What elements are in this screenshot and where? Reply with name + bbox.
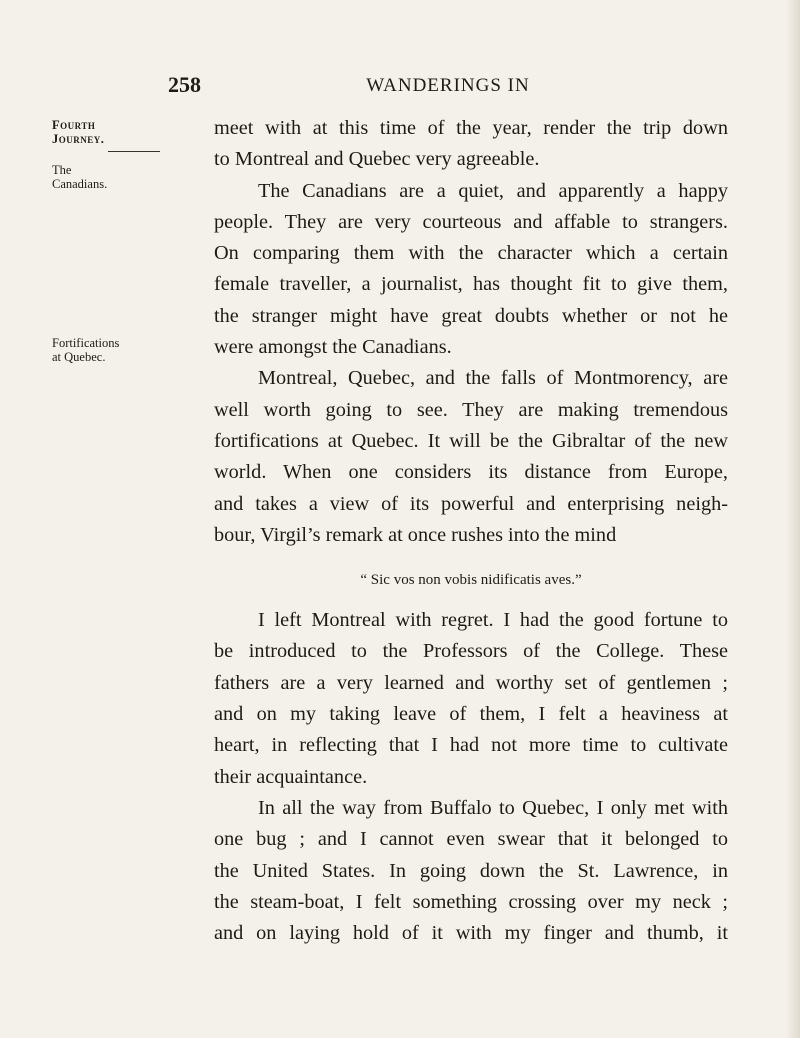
- body-text: [214, 113, 728, 949]
- text-line: I left Montreal with regret. I had the good fortune to: [258, 609, 728, 632]
- page-number: 258: [168, 72, 201, 97]
- text-line: and takes a view of its powerful and enterprising neigh-: [214, 492, 728, 515]
- text-line: be introduced to the Professors of the College. These: [214, 640, 728, 663]
- text-line: fathers are a very learned and worthy set of gentlemen ;: [214, 671, 728, 694]
- text-line: world. When one considers its distance from Europe,: [214, 461, 728, 484]
- text-line: and on my taking leave of them, I felt a heaviness at: [214, 703, 728, 726]
- margin-note-journey-text: Fourth Journey.: [52, 118, 105, 146]
- margin-note-journey: [52, 118, 116, 146]
- margin-note-fortifications: [52, 336, 118, 364]
- text-line: to Montreal and Quebec very agreeable.: [214, 148, 540, 171]
- text-line: bour, Virgil’s remark at once rushes into the mind: [214, 523, 617, 546]
- latin-quote: “ Sic vos non vobis nidificatis aves.”: [360, 572, 582, 589]
- text-line: On comparing them with the character which a certain: [214, 242, 728, 265]
- text-line: people. They are very courteous and affable to strangers.: [214, 210, 728, 233]
- running-head: WANDERINGS IN: [366, 75, 530, 96]
- text-line: their acquaintance.: [214, 765, 368, 788]
- text-line: one bug ; and I cannot even swear that it belonged to: [214, 828, 728, 851]
- text-line: Montreal, Quebec, and the falls of Montmorency, are: [258, 367, 728, 390]
- text-line: fortifications at Quebec. It will be the Gibraltar of the new: [214, 429, 728, 452]
- text-line: female traveller, a journalist, has thought fit to give them,: [214, 273, 728, 296]
- margin-note-canadians: [52, 163, 118, 191]
- text-line: well worth going to see. They are making tremendous: [214, 398, 728, 421]
- text-line: were amongst the Canadians.: [214, 336, 452, 359]
- margin-note-canadians-text: The Canadians.: [52, 163, 108, 191]
- text-line: the United States. In going down the St. Lawrence, in: [214, 859, 728, 882]
- text-line: the steam-boat, I felt something crossing over my neck ;: [214, 890, 728, 913]
- text-line: the stranger might have great doubts whether or not he: [214, 304, 728, 327]
- text-line: meet with at this time of the year, render the trip down: [214, 117, 728, 139]
- page-header: [168, 72, 728, 112]
- text-line: The Canadians are a quiet, and apparently a happy: [258, 179, 728, 202]
- text-line: heart, in reflecting that I had not more time to cultivate: [214, 734, 728, 757]
- text-line: and on laying hold of it with my finger and thumb, it: [214, 922, 728, 945]
- page-edge-shadow: [786, 0, 800, 1038]
- margin-rule: [108, 151, 160, 152]
- text-line: In all the way from Buffalo to Quebec, I only met with: [258, 796, 728, 819]
- margin-note-fortifications-text: Fortifications at Quebec.: [52, 336, 120, 364]
